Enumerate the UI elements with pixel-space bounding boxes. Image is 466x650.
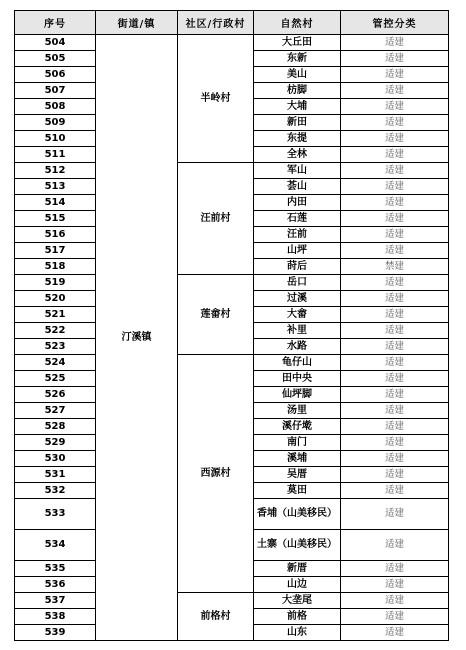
control-category-cell: 适建: [341, 83, 449, 99]
control-category-cell: 适建: [341, 147, 449, 163]
control-category-cell: 适建: [341, 419, 449, 435]
header-seq: 序号: [15, 11, 96, 35]
natural-village-cell: 溪埔: [254, 451, 341, 467]
natural-village-cell: 东提: [254, 131, 341, 147]
control-category-cell: 适建: [341, 115, 449, 131]
natural-village-cell: 汪前: [254, 227, 341, 243]
row-seq: 522: [15, 323, 96, 339]
natural-village-cell: 荟山: [254, 179, 341, 195]
natural-village-cell: 山东: [254, 625, 341, 641]
natural-village-cell: 石莲: [254, 211, 341, 227]
control-category-cell: 适建: [341, 387, 449, 403]
control-category-cell: 适建: [341, 561, 449, 577]
natural-village-cell: 枋脚: [254, 83, 341, 99]
table-row: [15, 593, 449, 609]
control-category-cell: 适建: [341, 339, 449, 355]
row-seq: 504: [15, 35, 96, 51]
row-seq: 537: [15, 593, 96, 609]
row-seq: 508: [15, 99, 96, 115]
natural-village-cell: 大畲: [254, 307, 341, 323]
row-seq: 512: [15, 163, 96, 179]
natural-village-cell: 岳口: [254, 275, 341, 291]
control-category-cell: 适建: [341, 435, 449, 451]
control-category-cell: 适建: [341, 577, 449, 593]
row-seq: 507: [15, 83, 96, 99]
row-seq: 511: [15, 147, 96, 163]
natural-village-cell: 莫田: [254, 483, 341, 499]
admin-village-cell: 半岭村: [178, 35, 254, 163]
row-seq: 536: [15, 577, 96, 593]
natural-village-cell: 莳后: [254, 259, 341, 275]
town-cell: 汀溪镇: [96, 35, 178, 641]
admin-village-cell: 莲畲村: [178, 275, 254, 355]
control-category-cell: 适建: [341, 275, 449, 291]
natural-village-cell: 美山: [254, 67, 341, 83]
control-category-cell: 适建: [341, 227, 449, 243]
row-seq: 526: [15, 387, 96, 403]
natural-village-cell: 田中央: [254, 371, 341, 387]
admin-village-cell: 西源村: [178, 355, 254, 593]
row-seq: 527: [15, 403, 96, 419]
control-category-cell: 适建: [341, 355, 449, 371]
row-seq: 534: [15, 530, 96, 561]
control-category-cell: 适建: [341, 179, 449, 195]
natural-village-cell: 补里: [254, 323, 341, 339]
natural-village-cell: 内田: [254, 195, 341, 211]
header-community-village: 社区/行政村: [178, 11, 254, 35]
natural-village-cell: 全林: [254, 147, 341, 163]
row-seq: 521: [15, 307, 96, 323]
control-category-cell: 适建: [341, 99, 449, 115]
natural-village-cell: 新田: [254, 115, 341, 131]
natural-village-cell: 汤里: [254, 403, 341, 419]
row-seq: 531: [15, 467, 96, 483]
row-seq: 517: [15, 243, 96, 259]
natural-village-cell: 山边: [254, 577, 341, 593]
control-category-cell: 适建: [341, 51, 449, 67]
table-row: [15, 355, 449, 371]
natural-village-cell: 过溪: [254, 291, 341, 307]
row-seq: 530: [15, 451, 96, 467]
natural-village-cell: 水路: [254, 339, 341, 355]
control-category-cell: 适建: [341, 35, 449, 51]
table-row: [15, 35, 449, 51]
natural-village-cell: 大垄尾: [254, 593, 341, 609]
row-seq: 513: [15, 179, 96, 195]
row-seq: 509: [15, 115, 96, 131]
control-category-cell: 适建: [341, 131, 449, 147]
natural-village-cell: 南门: [254, 435, 341, 451]
admin-village-cell: 汪前村: [178, 163, 254, 275]
row-seq: 520: [15, 291, 96, 307]
natural-village-cell: 大埔: [254, 99, 341, 115]
control-category-cell: 适建: [341, 403, 449, 419]
row-seq: 528: [15, 419, 96, 435]
row-seq: 525: [15, 371, 96, 387]
natural-village-cell: 龟仔山: [254, 355, 341, 371]
row-seq: 535: [15, 561, 96, 577]
control-category-cell: 适建: [341, 67, 449, 83]
row-seq: 518: [15, 259, 96, 275]
header-natural-village: 自然村: [254, 11, 341, 35]
natural-village-cell: 山坪: [254, 243, 341, 259]
control-category-cell: 适建: [341, 371, 449, 387]
natural-village-cell: 前格: [254, 609, 341, 625]
row-seq: 529: [15, 435, 96, 451]
control-category-cell: 适建: [341, 625, 449, 641]
table-body: [15, 35, 449, 641]
control-category-cell: 适建: [341, 483, 449, 499]
natural-village-cell: 溪仔墘: [254, 419, 341, 435]
control-category-cell: 适建: [341, 593, 449, 609]
control-category-cell: 适建: [341, 499, 449, 530]
row-seq: 532: [15, 483, 96, 499]
row-seq: 506: [15, 67, 96, 83]
natural-village-cell: 吴厝: [254, 467, 341, 483]
row-seq: 523: [15, 339, 96, 355]
control-category-cell: 适建: [341, 609, 449, 625]
table-row: [15, 163, 449, 179]
control-category-cell: 适建: [341, 467, 449, 483]
natural-village-cell: 军山: [254, 163, 341, 179]
table-row: [15, 275, 449, 291]
row-seq: 505: [15, 51, 96, 67]
admin-village-cell: 前格村: [178, 593, 254, 641]
row-seq: 533: [15, 499, 96, 530]
control-category-cell: 适建: [341, 163, 449, 179]
village-control-table: [14, 10, 449, 641]
natural-village-cell: 新厝: [254, 561, 341, 577]
control-category-cell: 适建: [341, 307, 449, 323]
row-seq: 514: [15, 195, 96, 211]
control-category-cell: 适建: [341, 195, 449, 211]
control-category-cell: 适建: [341, 211, 449, 227]
control-category-cell: 适建: [341, 451, 449, 467]
control-category-cell: 适建: [341, 530, 449, 561]
natural-village-cell: 土寨（山美移民）: [254, 530, 341, 561]
row-seq: 516: [15, 227, 96, 243]
control-category-cell: 适建: [341, 243, 449, 259]
natural-village-cell: 仙坪脚: [254, 387, 341, 403]
header-control-category: 管控分类: [341, 11, 449, 35]
header-row: [15, 11, 449, 35]
row-seq: 515: [15, 211, 96, 227]
row-seq: 519: [15, 275, 96, 291]
row-seq: 510: [15, 131, 96, 147]
control-category-cell: 适建: [341, 291, 449, 307]
row-seq: 539: [15, 625, 96, 641]
natural-village-cell: 香埔（山美移民）: [254, 499, 341, 530]
header-street-town: 街道/镇: [96, 11, 178, 35]
control-category-cell: 禁建: [341, 259, 449, 275]
row-seq: 524: [15, 355, 96, 371]
natural-village-cell: 大丘田: [254, 35, 341, 51]
natural-village-cell: 东新: [254, 51, 341, 67]
control-category-cell: 适建: [341, 323, 449, 339]
row-seq: 538: [15, 609, 96, 625]
